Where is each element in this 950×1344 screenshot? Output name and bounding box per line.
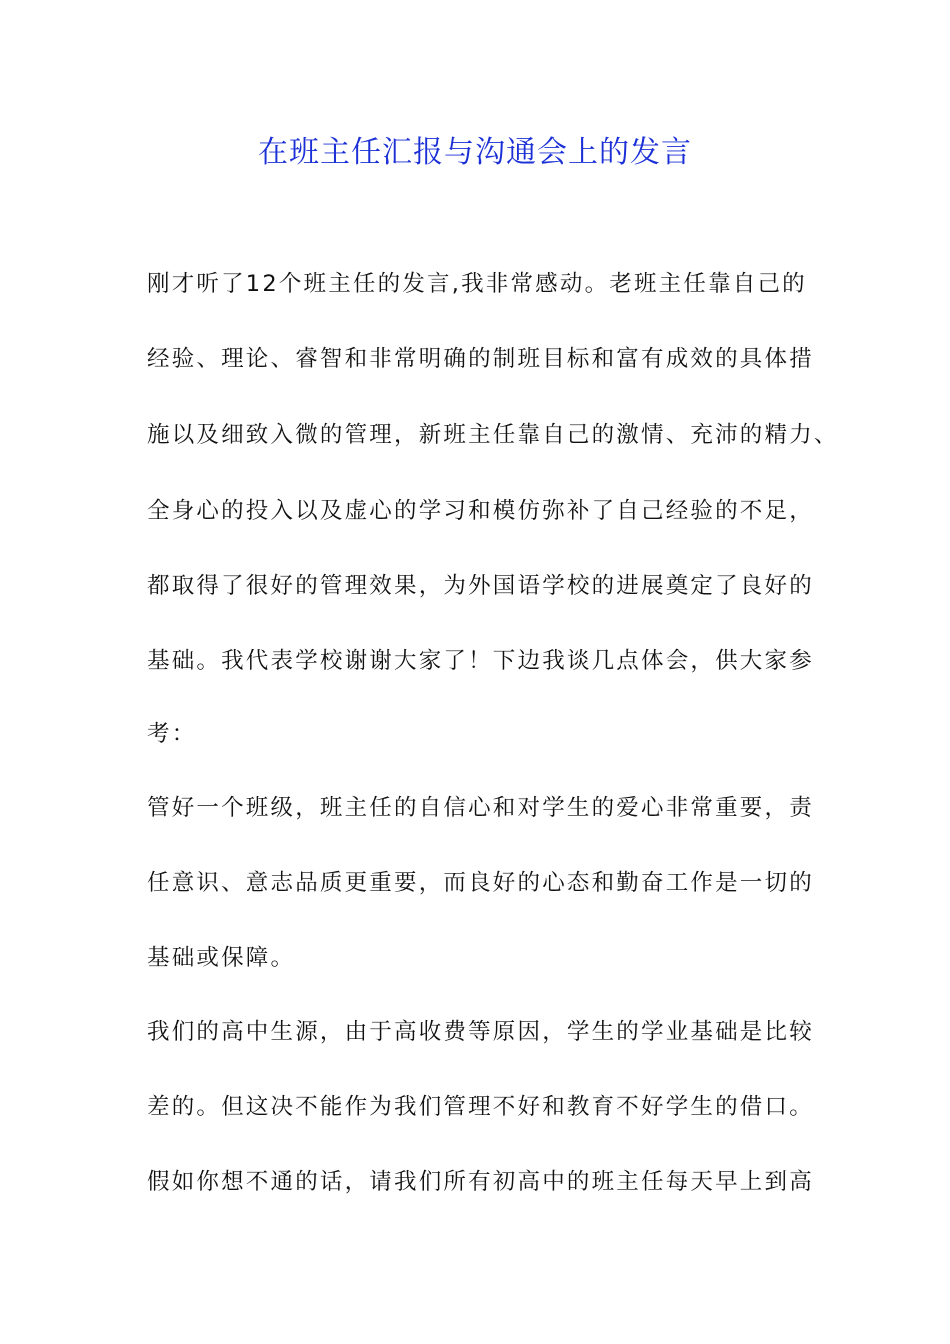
paragraph-line: 全身心的投入以及虚心的学习和模仿弥补了自己经验的不足， [147,498,814,524]
paragraph-line: 管好一个班级，班主任的自信心和对学生的爱心非常重要，责 [147,795,814,821]
paragraph-line: 经验、理论、睿智和非常明确的制班目标和富有成效的具体措 [147,346,814,372]
paragraph-line: 假如你想不通的话，请我们所有初高中的班主任每天早上到高 [147,1169,814,1195]
document-title: 在班主任汇报与沟通会上的发言 [258,135,692,170]
paragraph-line: 差的。但这决不能作为我们管理不好和教育不好学生的借口。 [147,1094,814,1120]
paragraph-line: 施以及细致入微的管理，新班主任靠自己的激情、充沛的精力、 [147,422,839,448]
paragraph-line: 任意识、意志品质更重要，而良好的心态和勤奋工作是一切的 [147,870,814,896]
paragraph-line: 刚才听了12个班主任的发言,我非常感动。老班主任靠自己的 [147,271,807,297]
paragraph-line: 我们的高中生源，由于高收费等原因，学生的学业基础是比较 [147,1019,814,1045]
paragraph-line: 都取得了很好的管理效果，为外国语学校的进展奠定了良好的 [147,573,814,599]
paragraph-line: 基础或保障。 [147,945,296,971]
paragraph-line: 考： [147,721,197,747]
paragraph-line: 基础。我代表学校谢谢大家了！下边我谈几点体会，供大家参 [147,648,814,674]
